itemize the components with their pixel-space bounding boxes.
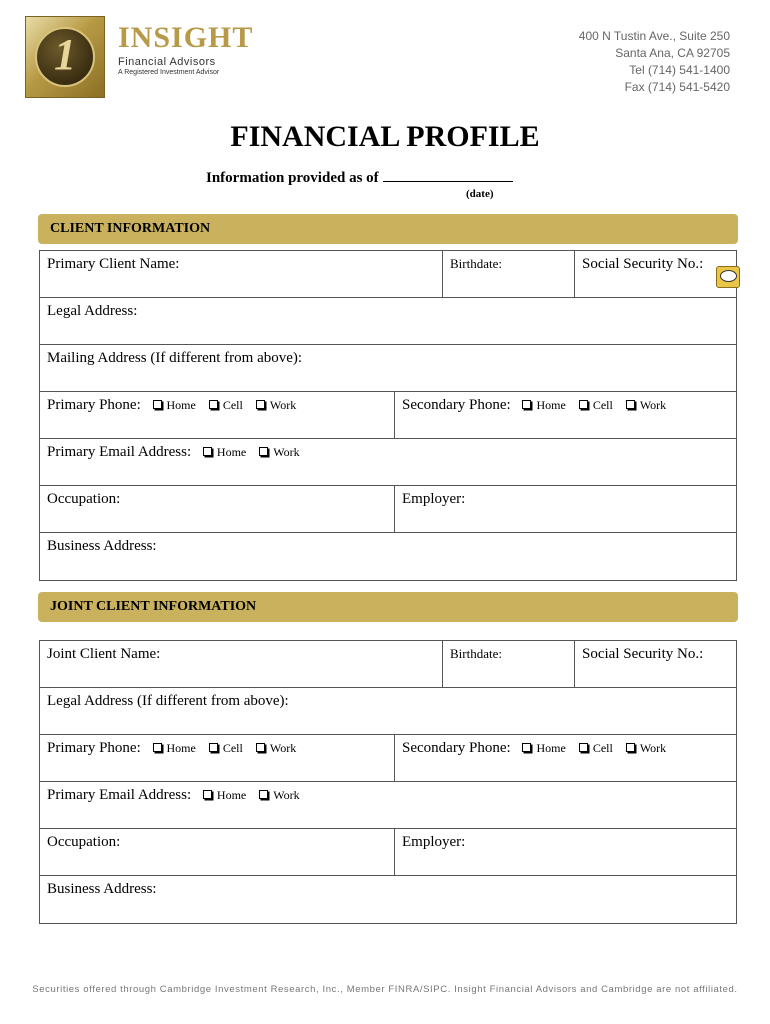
client-secondary-phone-work-checkbox[interactable] — [626, 400, 635, 409]
joint-primary-phone-work-checkbox[interactable] — [256, 743, 265, 752]
client-primary-phone-work-checkbox[interactable] — [256, 400, 265, 409]
joint-employer-label: Employer: — [402, 834, 466, 850]
joint-section-header: JOINT CLIENT INFORMATION — [38, 592, 738, 622]
joint-legal-address-row — [40, 688, 736, 735]
option-work-label: Work — [639, 741, 667, 755]
as-of-label: Information provided as of — [206, 170, 379, 186]
option-home-label: Home — [166, 741, 196, 755]
client-email-row — [40, 439, 736, 486]
client-legal-address-label: Legal Address: — [47, 303, 138, 319]
joint-client-name-field[interactable] — [40, 641, 442, 687]
client-primary-phone-home-checkbox[interactable] — [153, 400, 162, 409]
client-secondary-phone-label: Secondary Phone: — [402, 397, 511, 413]
page-title: FINANCIAL PROFILE — [230, 120, 540, 153]
joint-business-address-row — [40, 876, 736, 923]
address-tel: Tel (714) 541-1400 — [629, 63, 730, 77]
client-email-label: Primary Email Address: — [47, 444, 192, 460]
client-primary-phone-label: Primary Phone: — [47, 397, 141, 413]
joint-primary-phone-label: Primary Phone: — [47, 740, 141, 756]
joint-legal-address-label: Legal Address (If different from above): — [47, 693, 289, 709]
joint-secondary-phone-cell-checkbox[interactable] — [579, 743, 588, 752]
option-home-label: Home — [216, 445, 247, 459]
client-business-address-field[interactable] — [40, 533, 736, 580]
client-mailing-address-row — [40, 345, 736, 392]
company-address — [579, 28, 730, 96]
client-business-address-row — [40, 533, 736, 580]
option-work-label: Work — [273, 788, 300, 802]
option-work-label: Work — [269, 398, 297, 412]
option-cell-label: Cell — [222, 741, 243, 755]
option-work-label: Work — [639, 398, 667, 412]
joint-secondary-phone-field[interactable] — [394, 735, 736, 781]
client-ssn-field[interactable] — [574, 251, 736, 297]
comment-icon[interactable] — [716, 266, 740, 288]
joint-birthdate-field[interactable] — [442, 641, 574, 687]
client-secondary-phone-cell-checkbox[interactable] — [579, 400, 588, 409]
logo-numeral: 1 — [54, 30, 76, 79]
joint-occupation-label: Occupation: — [47, 834, 121, 850]
client-ssn-label: Social Security No.: — [582, 256, 704, 272]
client-occupation-label: Occupation: — [47, 491, 121, 507]
option-work-label: Work — [273, 445, 300, 459]
joint-name-row — [40, 641, 736, 688]
joint-business-address-field[interactable] — [40, 876, 736, 923]
joint-secondary-phone-home-checkbox[interactable] — [522, 743, 531, 752]
joint-business-address-label: Business Address: — [47, 881, 157, 897]
address-city: Santa Ana, CA 92705 — [615, 46, 730, 60]
client-phone-row — [40, 392, 736, 439]
joint-birthdate-label: Birthdate: — [450, 646, 502, 661]
client-legal-address-row — [40, 298, 736, 345]
client-primary-phone-field[interactable] — [40, 392, 394, 438]
joint-email-label: Primary Email Address: — [47, 787, 192, 803]
joint-email-field[interactable] — [40, 782, 736, 828]
client-email-work-checkbox[interactable] — [259, 447, 268, 456]
joint-primary-phone-cell-checkbox[interactable] — [209, 743, 218, 752]
joint-ssn-field[interactable] — [574, 641, 736, 687]
joint-info-table — [39, 640, 737, 924]
joint-occupation-field[interactable] — [40, 829, 394, 875]
option-cell-label: Cell — [222, 398, 243, 412]
footer-disclaimer: Securities offered through Cambridge Investment Research, Inc., Member FINRA/SIPC. Insight Financial Advisors and Cambridge are not affiliated. — [32, 984, 738, 995]
joint-primary-phone-field[interactable] — [40, 735, 394, 781]
option-cell-label: Cell — [592, 741, 613, 755]
company-logo — [25, 16, 105, 98]
client-primary-phone-cell-checkbox[interactable] — [209, 400, 218, 409]
brand-tagline: A Registered Investment Advisor — [118, 69, 220, 76]
address-fax: Fax (714) 541-5420 — [624, 80, 730, 94]
joint-occupation-row — [40, 829, 736, 876]
client-section-header: CLIENT INFORMATION — [38, 214, 738, 244]
client-email-home-checkbox[interactable] — [203, 447, 212, 456]
joint-secondary-phone-work-checkbox[interactable] — [626, 743, 635, 752]
client-mailing-address-field[interactable] — [40, 345, 736, 391]
date-field[interactable] — [383, 168, 513, 182]
client-employer-label: Employer: — [402, 491, 466, 507]
client-employer-field[interactable] — [394, 486, 736, 532]
joint-email-work-checkbox[interactable] — [259, 790, 268, 799]
joint-secondary-phone-label: Secondary Phone: — [402, 740, 511, 756]
client-info-table — [39, 250, 737, 581]
client-business-address-label: Business Address: — [47, 538, 157, 554]
joint-primary-phone-home-checkbox[interactable] — [153, 743, 162, 752]
as-of-line — [206, 168, 513, 187]
joint-email-row — [40, 782, 736, 829]
client-name-row — [40, 251, 736, 298]
client-occupation-row — [40, 486, 736, 533]
client-birthdate-label: Birthdate: — [450, 256, 502, 271]
brand-subtitle: Financial Advisors — [118, 56, 216, 68]
option-work-label: Work — [269, 741, 297, 755]
joint-phone-row — [40, 735, 736, 782]
joint-email-home-checkbox[interactable] — [203, 790, 212, 799]
joint-client-name-label: Joint Client Name: — [47, 646, 161, 662]
client-birthdate-field[interactable] — [442, 251, 574, 297]
client-secondary-phone-field[interactable] — [394, 392, 736, 438]
client-secondary-phone-home-checkbox[interactable] — [522, 400, 531, 409]
client-legal-address-field[interactable] — [40, 298, 736, 344]
option-home-label: Home — [216, 788, 247, 802]
option-home-label: Home — [166, 398, 196, 412]
joint-employer-field[interactable] — [394, 829, 736, 875]
client-email-field[interactable] — [40, 439, 736, 485]
brand-name: INSIGHT — [118, 21, 254, 54]
joint-ssn-label: Social Security No.: — [582, 646, 704, 662]
joint-legal-address-field[interactable] — [40, 688, 736, 734]
brand-block — [118, 22, 253, 76]
client-occupation-field[interactable] — [40, 486, 394, 532]
address-street: 400 N Tustin Ave., Suite 250 — [578, 29, 730, 43]
option-home-label: Home — [536, 398, 566, 412]
option-cell-label: Cell — [592, 398, 613, 412]
primary-client-name-label: Primary Client Name: — [47, 256, 180, 272]
date-caption: (date) — [466, 188, 494, 200]
primary-client-name-field[interactable] — [40, 251, 442, 297]
option-home-label: Home — [536, 741, 566, 755]
client-mailing-address-label: Mailing Address (If different from above): — [47, 350, 303, 366]
